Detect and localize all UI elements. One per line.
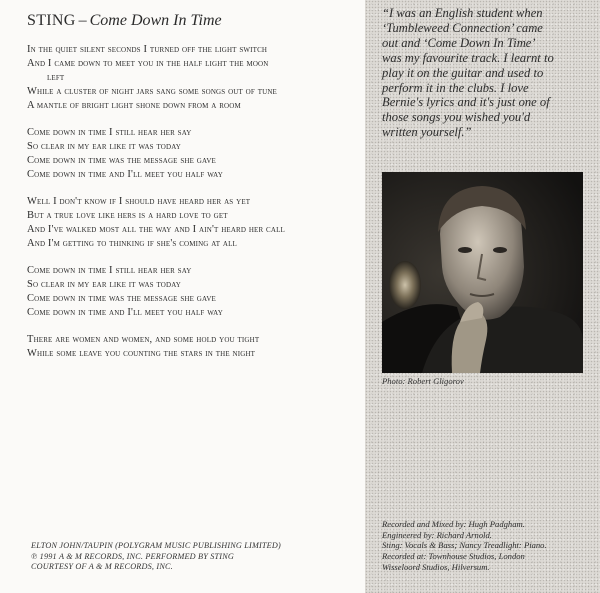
lyric-line: And I've walked most all the way and I ain't heard her call [27,223,285,235]
lyrics-stanza-3 [27,195,359,251]
recording-line: Recorded and Mixed by: Hugh Padgham. [382,519,525,529]
song-title: Come Down In Time [89,12,222,29]
credit-line: COURTESY OF A & M RECORDS, INC. [31,562,173,572]
artist-photo [382,172,583,373]
lyric-line: While some leave you counting the stars in the night [27,348,256,360]
artist-name: STING [27,12,76,29]
lyric-line: A mantle of bright light shone down from a room [27,99,241,111]
title-separator: – [78,12,87,29]
quote-line: those songs you wished you'd [382,110,531,125]
lyric-line: But a true love like hers is a hard love to get [27,210,228,222]
quote-line: perform it in the clubs. I love [382,80,529,95]
recording-line: Engineered by: Richard Arnold. [382,529,492,540]
lyric-line: So clear in my ear like it was today [27,140,181,152]
lyric-line: Come down in time and I'll meet you half way [27,307,223,318]
lyrics-body [27,43,359,375]
lyric-line: Come down in time was the message she gave [27,293,216,305]
lyric-line: Come down in time I still hear her say [27,127,192,139]
quote-line: “I was an English student when [382,6,543,20]
recording-line: Wisseloord Studios, Hilversum. [382,561,490,572]
lyric-line: Well I don't know if I should have heard her as yet [27,196,251,208]
quote-line: was my favourite track. I learnt to [382,50,554,65]
credit-line: ℗ 1991 A & M RECORDS, INC. PERFORMED BY STING [31,551,234,561]
lyrics-stanza-2 [27,126,359,182]
lyric-line: There are women and women, and some hold you tight [27,334,260,346]
recording-line: Recorded at: Townhouse Studios, London [382,551,525,562]
artist-quote [382,6,592,140]
photo-credit: Photo: Robert Gligorov [382,376,464,386]
lyrics-stanza-4 [27,264,359,320]
credit-line: ELTON JOHN/TAUPIN (POLYGRAM MUSIC PUBLISHING LIMITED) [31,541,281,550]
lyric-line: Come down in time was the message she gave [27,154,216,166]
lyric-line: In the quiet silent seconds I turned off the light switch [27,44,268,55]
quote-line: Bernie's lyrics and it's just one of [382,95,550,110]
portrait-illustration [382,172,583,373]
songwriting-credit [31,541,281,573]
lyric-line: And I came down to meet you in the half light the moon [27,57,269,69]
lyric-line: left [47,71,65,83]
lyric-line: So clear in my ear like it was today [27,279,181,291]
lyrics-stanza-1 [27,43,359,113]
quote-line: play it on the guitar and used to [382,65,544,80]
quote-line: ‘Tumbleweed Connection’ came [382,20,543,35]
lyric-line: While a cluster of night jars sang some songs out of tune [27,85,277,97]
quote-line: out and ‘Come Down In Time’ [382,35,536,50]
quote-line: written yourself.” [382,125,472,140]
lyric-line: And I'm getting to thinking if she's coming at all [27,237,237,249]
recording-credits [382,519,547,573]
lyric-line: Come down in time I still hear her say [27,265,192,277]
lyrics-stanza-5 [27,333,359,361]
lyric-line: Come down in time and I'll meet you half way [27,168,223,180]
recording-line: Sting: Vocals & Bass; Nancy Treadlight: Piano. [382,540,547,551]
song-title-heading [27,12,222,30]
